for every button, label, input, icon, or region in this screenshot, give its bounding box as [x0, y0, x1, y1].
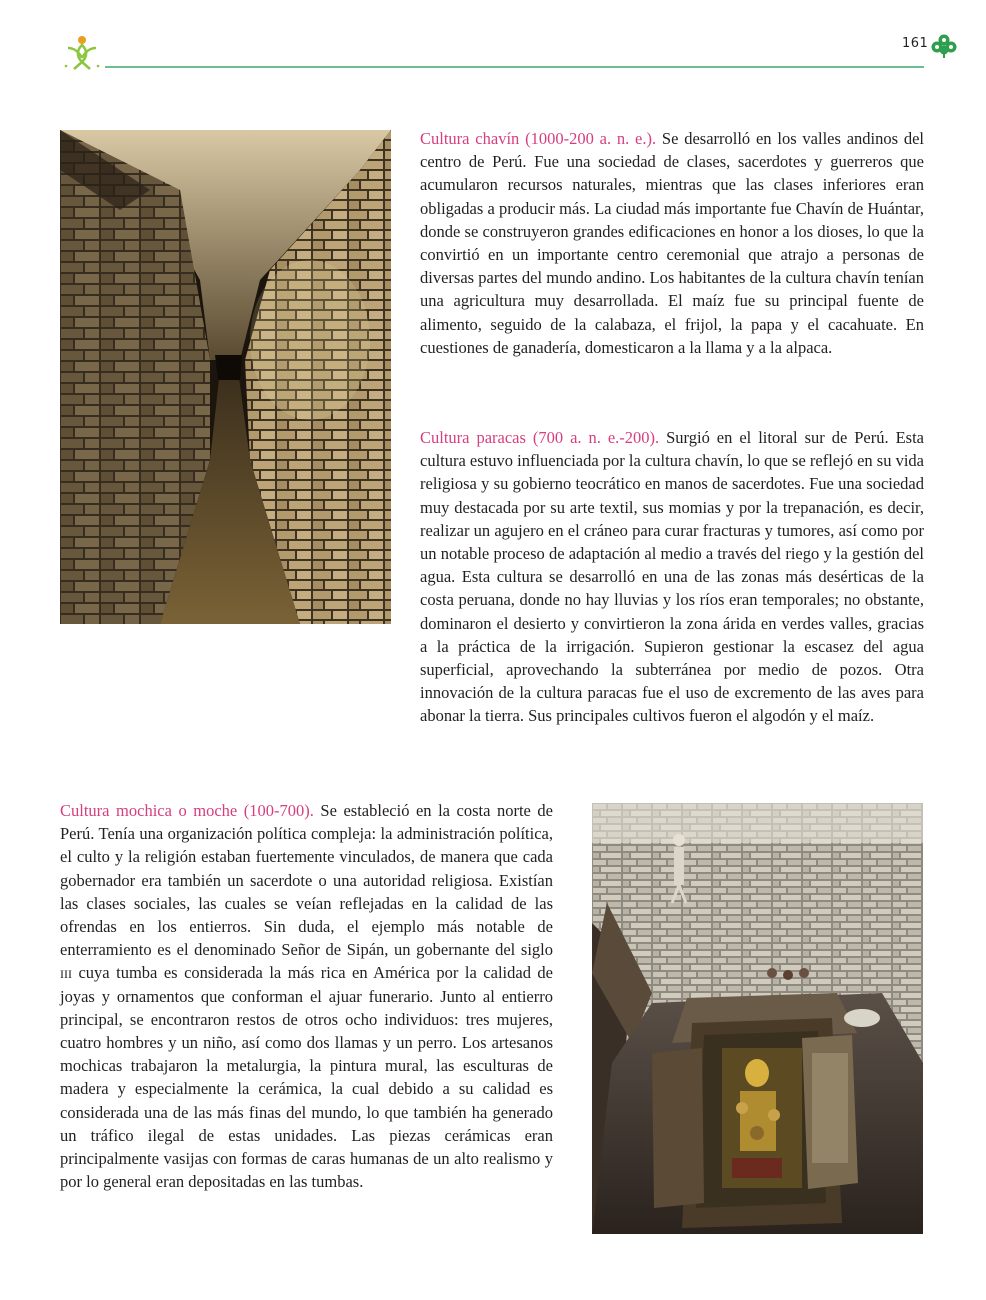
header-rule	[105, 66, 924, 68]
mochica-body-part-2: cuya tumba es considerada la más rica en América por la calidad de joyas y ornamentos que conforman el ajuar funerario. Junto al entierro principal, se encontraron restos de otros ocho individuos: tres mujeres, cuatro hombres y un niño, así como dos llamas y un perro. Los artesanos mochicas trabajaron la metalurgia, la pintura mural, las esculturas de madera y especialmente la cerámica, la cual debido a su calidad es considerada una de las más finas del mundo, lo que también ha generado un tráfico ilegal de estas unidades. Las piezas cerámicas eran principalmente vasijas con formas de caras humanas de un alto realismo y por lo general eran depositadas en las tumbas.	[60, 963, 553, 1192]
royal-tomb-photo	[592, 803, 923, 1234]
mochica-heading: Cultura mochica o moche (100-700).	[60, 801, 314, 820]
green-clover-icon	[930, 33, 958, 59]
paracas-paragraph	[420, 426, 924, 728]
chavin-body: Se desarrolló en los valles andinos del centro de Perú. Fue una sociedad de clases, sacerdotes y guerreros que acumularon recursos naturales, mientras que las clases inferiores eran obligadas a producir más. La ciudad más importante fue Chavín de Huántar, donde se construyeron grandes edificaciones en honor a los dioses, lo que la convirtió en un importante centro ceremonial que atrajo a personas de diversas partes del mundo andino. Los habitantes de la cultura chavín tenían una agricultura muy desarrollada. El maíz fue su principal fuente de alimento, seguido de la calabaza, el frijol, la papa y el cacahuate. En cuestiones de ganadería, domesticaron a la llama y a la alpaca.	[420, 129, 924, 357]
section-mochica	[60, 799, 553, 1193]
mochica-paragraph	[60, 799, 553, 1193]
chavin-paragraph	[420, 127, 924, 359]
paracas-body: Surgió en el litoral sur de Perú. Esta cultura estuvo influenciada por la cultura chavín, lo que se reflejó en su vida religiosa y su gobierno teocrático en manos de sacerdotes. Fue una sociedad muy destacada por su arte textil, sus momias y por la trepanación, es decir, realizar un agujero en el cráneo para curar fracturas y tumores, así como por un notable proceso de adaptación al medio a través del riego y la gestión del agua. Esta cultura se desarrolló en una de las zonas más desérticas de la costa peruana, donde no hay lluvias y los ríos eran temporales; no obstante, dominaron el desierto y convirtieron la zona árida en verdes valles, gracias a la práctica de la irrigación. Supieron gestionar la escasez del agua superficial, aprovechando la subterránea por medio de pozos. Otra innovación de la cultura paracas fue el uso de excremento de las aves para abonar la tierra. Sus principales cultivos fueron el algodón y el maíz.	[420, 428, 924, 726]
section-chavin	[420, 127, 924, 359]
chavin-heading: Cultura chavín (1000-200 a. n. e.).	[420, 129, 657, 148]
mochica-body-part-1: Se estableció en la costa norte de Perú. Tenía una organización política compleja: la administración política, el culto y la religión estaban fuertemente vinculados, de manera que cada gobernador era también un sacerdote o una autoridad religiosa. Existían las clases sociales, las cuales se veían reflejadas en la calidad de las ofrendas en los entierros. Sin duda, el ejemplo más notable de enterramiento es el denominado Señor de Sipán, un gobernante del siglo	[60, 801, 553, 960]
stone-corridor-photo	[60, 130, 391, 624]
paracas-heading: Cultura paracas (700 a. n. e.-200).	[420, 428, 660, 447]
section-paracas	[420, 426, 924, 728]
page-number: 161	[902, 36, 929, 51]
century-numeral: iii	[60, 963, 72, 983]
sprout-figure-icon	[60, 32, 104, 72]
